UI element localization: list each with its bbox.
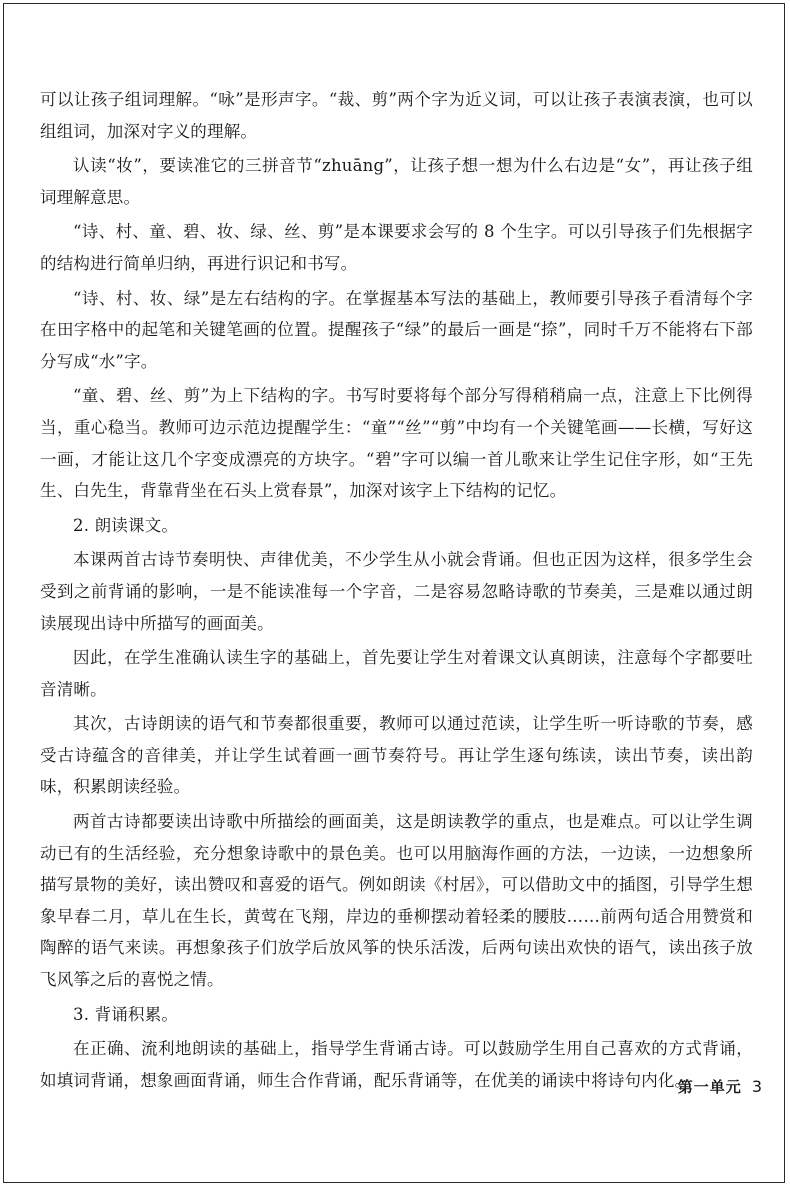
page-number: 3 [751, 1077, 762, 1096]
paragraph: 其次，古诗朗读的语气和节奏都很重要，教师可以通过范读，让学生听一听诗歌的节奏，感受古诗蕴含的音律美，并让学生试着画一画节奏符号。再让学生逐句练读，读出节奏，读出韵味，积累朗读经验。 [40, 714, 753, 797]
page-footer [678, 1076, 762, 1097]
paragraph: “诗、村、童、碧、妆、绿、丝、剪”是本课要求会写的 8 个生字。可以引导孩子们先根据字的结构进行简单归纳，再进行识记和书写。 [40, 222, 753, 273]
paragraph: 认读“妆”，要读准它的三拼音节“zhuāng”，让孩子想一想为什么右边是“女”，再让孩子组词理解意思。 [40, 156, 753, 207]
paragraph: “童、碧、丝、剪”为上下结构的字。书写时要将每个部分写得稍稍扁一点，注意上下比例得当，重心稳当。教师可边示范边提醒学生：“童”“丝”“剪”中均有一个关键笔画——长横，写好这一画，才能让这几个字变成漂亮的方块字。“碧”字可以编一首儿歌来让学生记住字形，如“王先生、白先生，背靠背坐在石头上赏春景”，加深对该字上下结构的记忆。 [40, 386, 753, 501]
document-body [40, 84, 753, 1099]
section-heading: 3. 背诵积累。 [73, 1004, 179, 1024]
paragraph: 两首古诗都要读出诗歌中所描绘的画面美，这是朗读教学的重点，也是难点。可以让学生调动已有的生活经验，充分想象诗歌中的景色美。也可以用脑海作画的方法，一边读，一边想象所描写景物的美好，读出赞叹和喜爱的语气。例如朗读《村居》，可以借助文中的插图，引导学生想象早春二月，草儿在生长，黄莺在飞翔，岸边的垂柳摆动着轻柔的腰肢……前两句适合用赞赏和陶醉的语气来读。再想象孩子们放学后放风筝的快乐活泼，后两句读出欢快的语气，读出孩子放飞风筝之后的喜悦之情。 [40, 812, 753, 990]
paragraph: “诗、村、妆、绿”是左右结构的字。在掌握基本写法的基础上，教师要引导孩子看清每个字在田字格中的起笔和关键笔画的位置。提醒孩子“绿”的最后一画是“捺”，同时千万不能将右下部分写成“水”字。 [40, 288, 753, 371]
paragraph: 在正确、流利地朗读的基础上，指导学生背诵古诗。可以鼓励学生用自己喜欢的方式背诵，如填词背诵，想象画面背诵，师生合作背诵，配乐背诵等，在优美的诵读中将诗句内化。 [40, 1039, 753, 1090]
unit-label: 第一单元 [677, 1078, 742, 1096]
paragraph: 因此，在学生准确认读生字的基础上，首先要让学生对着课文认真朗读，注意每个字都要吐音清晰。 [40, 648, 753, 699]
paragraph: 本课两首古诗节奏明快、声律优美，不少学生从小就会背诵。但也正因为这样，很多学生会受到之前背诵的影响，一是不能读准每一个字音，二是容易忽略诗歌的节奏美，三是难以通过朗读展现出诗中所描写的画面美。 [40, 550, 753, 633]
paragraph-continued: 可以让孩子组词理解。“咏”是形声字。“裁、剪”两个字为近义词，可以让孩子表演表演，也可以组组词，加深对字义的理解。 [40, 90, 753, 141]
section-heading: 2. 朗读课文。 [73, 515, 179, 535]
